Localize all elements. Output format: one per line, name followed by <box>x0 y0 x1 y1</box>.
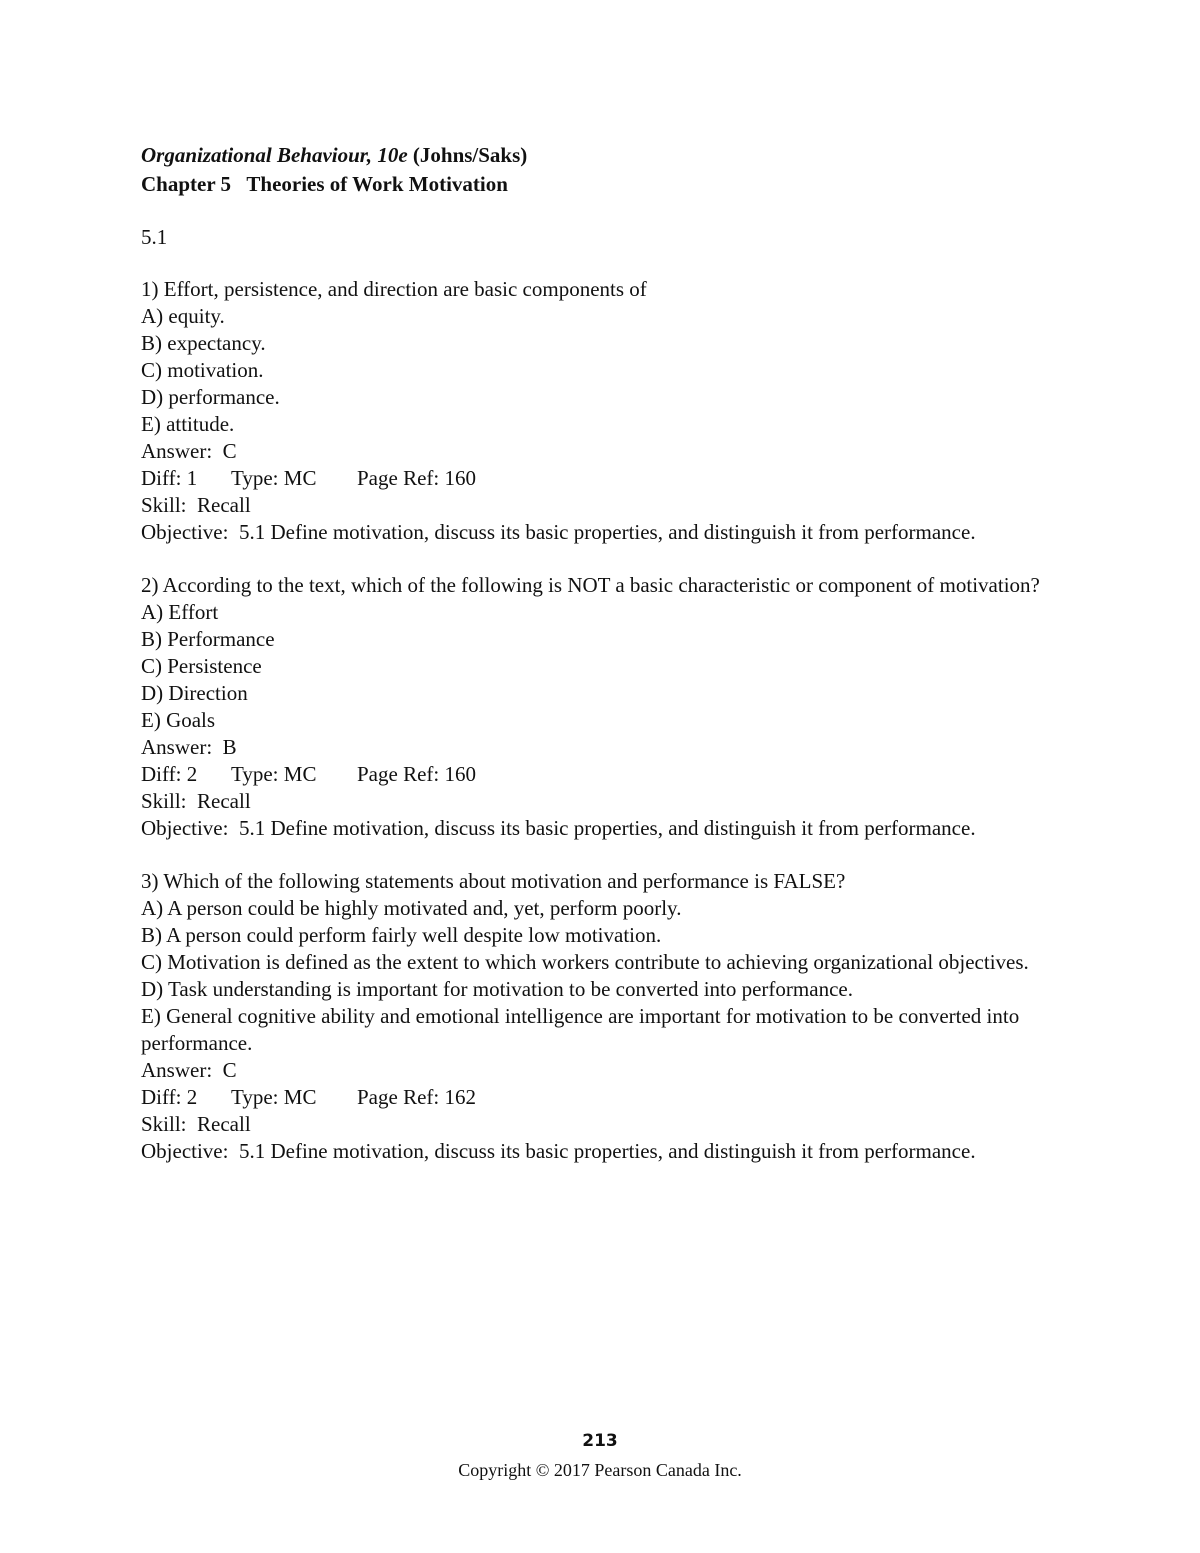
difficulty: Diff: 2 <box>141 1085 198 1109</box>
chapter-title-text: Chapter 5 Theories of Work Motivation <box>141 172 508 196</box>
metadata-row <box>141 761 1061 788</box>
metadata-row <box>141 465 1061 492</box>
question-type: Type: MC <box>231 1085 317 1109</box>
option-b: B) expectancy. <box>141 331 266 355</box>
skill: Skill: Recall <box>141 789 251 813</box>
objective: Objective: 5.1 Define motivation, discuss its basic properties, and distinguish it from performance. <box>141 520 976 544</box>
option-c: C) Motivation is defined as the extent to which workers contribute to achieving organizational objectives. <box>141 950 1029 974</box>
question-type: Type: MC <box>231 466 317 490</box>
option-d: D) performance. <box>141 385 280 409</box>
question-stem: 2) According to the text, which of the following is NOT a basic characteristic or component of motivation? <box>141 573 1040 597</box>
option-d: D) Direction <box>141 681 248 705</box>
book-title-line <box>141 141 1061 170</box>
answer: Answer: C <box>141 1058 237 1082</box>
answer: Answer: C <box>141 439 237 463</box>
chapter-title <box>141 170 1061 199</box>
book-authors: (Johns/Saks) <box>412 143 528 167</box>
option-b: B) A person could perform fairly well despite low motivation. <box>141 923 662 947</box>
metadata-row <box>141 1084 1061 1111</box>
difficulty: Diff: 2 <box>141 762 198 786</box>
option-a: A) A person could be highly motivated and, yet, perform poorly. <box>141 896 682 920</box>
option-e: E) Goals <box>141 708 216 732</box>
answer: Answer: B <box>141 735 237 759</box>
option-e: E) attitude. <box>141 412 235 436</box>
question-3 <box>141 868 1061 1165</box>
book-edition: 10e <box>377 143 408 167</box>
option-a: A) equity. <box>141 304 225 328</box>
skill: Skill: Recall <box>141 1112 251 1136</box>
option-d: D) Task understanding is important for motivation to be converted into performance. <box>141 977 853 1001</box>
page-reference: Page Ref: 162 <box>357 1085 476 1109</box>
objective: Objective: 5.1 Define motivation, discuss its basic properties, and distinguish it from performance. <box>141 816 976 840</box>
difficulty: Diff: 1 <box>141 466 198 490</box>
option-b: B) Performance <box>141 627 275 651</box>
copyright-notice: Copyright © 2017 Pearson Canada Inc. <box>458 1460 742 1480</box>
page-number: 213 <box>582 1431 618 1451</box>
option-c: C) motivation. <box>141 358 264 382</box>
question-stem: 1) Effort, persistence, and direction are basic components of <box>141 277 647 301</box>
page-reference: Page Ref: 160 <box>357 466 476 490</box>
question-type: Type: MC <box>231 762 317 786</box>
option-c: C) Persistence <box>141 654 262 678</box>
objective: Objective: 5.1 Define motivation, discuss its basic properties, and distinguish it from performance. <box>141 1139 976 1163</box>
book-title: Organizational Behaviour, <box>141 143 373 167</box>
skill: Skill: Recall <box>141 493 251 517</box>
page-reference: Page Ref: 160 <box>357 762 476 786</box>
section-number: 5.1 <box>141 225 168 249</box>
page-content <box>141 141 1061 1191</box>
option-e: E) General cognitive ability and emotional intelligence are important for motivation to be converted into performance. <box>141 1004 1025 1055</box>
question-1 <box>141 276 1061 546</box>
question-2 <box>141 572 1061 842</box>
question-stem: 3) Which of the following statements about motivation and performance is FALSE? <box>141 869 846 893</box>
option-a: A) Effort <box>141 600 219 624</box>
